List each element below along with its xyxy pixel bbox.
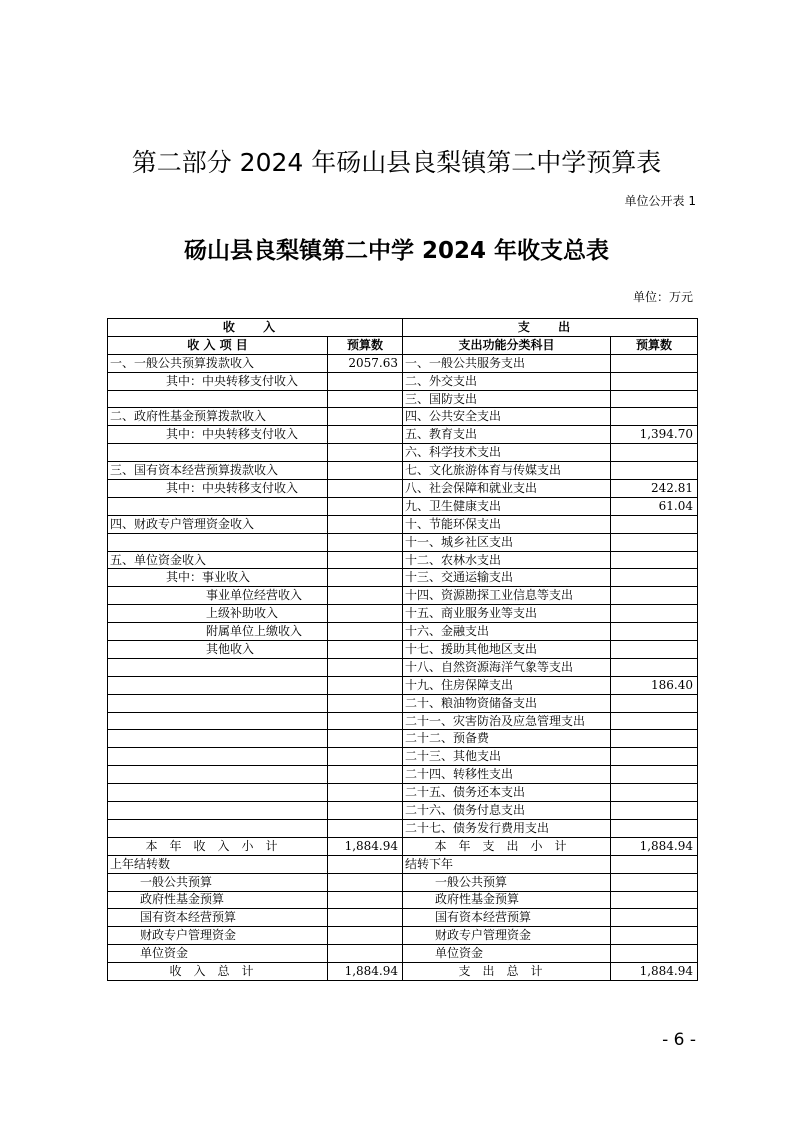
income-value-cell: 2057.63 (328, 354, 403, 372)
expense-total-value: 1,884.94 (611, 963, 698, 981)
carry-detail-row (108, 873, 698, 891)
expense-item-cell: 十一、城乡社区支出 (403, 533, 611, 551)
page-number: - 6 - (662, 1030, 696, 1050)
expense-item-cell: 二十、粮油物资储备支出 (403, 694, 611, 712)
expense-value-cell (611, 694, 698, 712)
income-value-cell (328, 497, 403, 515)
income-value-cell (328, 480, 403, 498)
income-value-cell (328, 605, 403, 623)
table-row (108, 658, 698, 676)
income-value-cell (328, 408, 403, 426)
expense-item-cell: 十四、资源勘探工业信息等支出 (403, 587, 611, 605)
table-row (108, 426, 698, 444)
expense-value-cell (611, 372, 698, 390)
expense-header: 支 出 (403, 319, 698, 337)
income-value-cell (328, 730, 403, 748)
income-value-cell (328, 748, 403, 766)
expense-item-cell: 五、教育支出 (403, 426, 611, 444)
expense-value-cell (611, 623, 698, 641)
income-value-cell (328, 426, 403, 444)
expense-carry-value (611, 891, 698, 909)
income-value-cell (328, 641, 403, 659)
expense-carry-value (611, 909, 698, 927)
unit-label: 单位：万元 (632, 290, 693, 304)
table-row (108, 533, 698, 551)
income-value-cell (328, 802, 403, 820)
table-row (108, 623, 698, 641)
income-item-cell: 事业单位经营收入 (108, 587, 328, 605)
carry-detail-rows (108, 873, 698, 962)
income-value-cell (328, 372, 403, 390)
income-item-cell (108, 533, 328, 551)
income-item-cell (108, 390, 328, 408)
expense-item-cell: 十六、金融支出 (403, 623, 611, 641)
income-value-cell (328, 712, 403, 730)
table-row (108, 819, 698, 837)
carry-detail-row (108, 909, 698, 927)
income-item-cell (108, 748, 328, 766)
carry-detail-row (108, 891, 698, 909)
table-row (108, 515, 698, 533)
income-item-cell (108, 766, 328, 784)
table-row (108, 408, 698, 426)
income-carry-item: 一般公共预算 (108, 873, 328, 891)
budget-summary-table (107, 318, 698, 981)
table-row (108, 605, 698, 623)
income-value-cell (328, 444, 403, 462)
income-carry-value (328, 873, 403, 891)
section-title: 第二部分 2024 年砀山县良梨镇第二中学预算表 (131, 148, 662, 177)
expense-value-cell: 186.40 (611, 676, 698, 694)
table-column-header (108, 336, 698, 354)
expense-item-cell: 二十五、债务还本支出 (403, 784, 611, 802)
table-title: 砀山县良梨镇第二中学 2024 年收支总表 (183, 238, 610, 264)
expense-item-header: 支出功能分类科目 (403, 336, 611, 354)
expense-carry-value (611, 873, 698, 891)
expense-value-cell (611, 730, 698, 748)
income-item-cell (108, 712, 328, 730)
expense-value-cell (611, 784, 698, 802)
income-carry-value (328, 945, 403, 963)
expense-value-cell (611, 641, 698, 659)
expense-item-cell: 十、节能环保支出 (403, 515, 611, 533)
expense-item-cell: 四、公共安全支出 (403, 408, 611, 426)
expense-item-cell: 二十四、转移性支出 (403, 766, 611, 784)
expense-carry-value (611, 945, 698, 963)
expense-value-cell (611, 533, 698, 551)
income-item-cell: 其他收入 (108, 641, 328, 659)
income-total-value: 1,884.94 (328, 963, 403, 981)
table-row (108, 730, 698, 748)
carry-detail-row (108, 945, 698, 963)
income-item-header: 收 入 项 目 (108, 336, 328, 354)
expense-item-cell: 二十六、债务付息支出 (403, 802, 611, 820)
income-value-cell (328, 784, 403, 802)
expense-carry-item: 政府性基金预算 (403, 891, 611, 909)
table-row (108, 390, 698, 408)
expense-value-cell (611, 605, 698, 623)
expense-item-cell: 三、国防支出 (403, 390, 611, 408)
income-item-cell (108, 676, 328, 694)
expense-item-cell: 二十一、灾害防治及应急管理支出 (403, 712, 611, 730)
income-item-cell: 二、政府性基金预算拨款收入 (108, 408, 328, 426)
income-item-cell: 其中：中央转移支付收入 (108, 372, 328, 390)
income-carry-value (328, 909, 403, 927)
table-row (108, 462, 698, 480)
expense-item-cell: 十七、援助其他地区支出 (403, 641, 611, 659)
expense-value-cell (611, 390, 698, 408)
expense-total-label: 支出总计 (403, 963, 611, 981)
table-row (108, 676, 698, 694)
table-row (108, 444, 698, 462)
income-value-cell (328, 515, 403, 533)
expense-carry-value (611, 855, 698, 873)
income-value-cell (328, 551, 403, 569)
table-number: 单位公开表 1 (624, 194, 696, 208)
table-footer (108, 837, 698, 873)
expense-item-cell: 二十二、预备费 (403, 730, 611, 748)
table-row (108, 766, 698, 784)
table-row (108, 497, 698, 515)
income-item-cell: 其中：中央转移支付收入 (108, 480, 328, 498)
table-row (108, 569, 698, 587)
income-value-cell (328, 658, 403, 676)
income-total-label: 收入总计 (108, 963, 328, 981)
income-item-cell (108, 802, 328, 820)
income-value-cell (328, 533, 403, 551)
expense-carry-item: 财政专户管理资金 (403, 927, 611, 945)
expense-item-cell: 十五、商业服务业等支出 (403, 605, 611, 623)
income-budget-header: 预算数 (328, 336, 403, 354)
expense-value-cell (611, 569, 698, 587)
expense-value-cell: 242.81 (611, 480, 698, 498)
income-carry-item: 国有资本经营预算 (108, 909, 328, 927)
expense-item-cell: 一、一般公共服务支出 (403, 354, 611, 372)
subtotal-row (108, 837, 698, 855)
income-item-cell: 其中：中央转移支付收入 (108, 426, 328, 444)
expense-value-cell (611, 462, 698, 480)
income-carry-value (328, 891, 403, 909)
expense-item-cell: 十八、自然资源海洋气象等支出 (403, 658, 611, 676)
income-value-cell (328, 390, 403, 408)
table-row (108, 694, 698, 712)
income-carry-item: 单位资金 (108, 945, 328, 963)
income-value-cell (328, 676, 403, 694)
expense-value-cell (611, 766, 698, 784)
expense-item-cell: 十九、住房保障支出 (403, 676, 611, 694)
table-row (108, 372, 698, 390)
expense-item-cell: 十二、农林水支出 (403, 551, 611, 569)
income-item-cell: 附属单位上缴收入 (108, 623, 328, 641)
income-item-cell (108, 730, 328, 748)
expense-item-cell: 二十三、其他支出 (403, 748, 611, 766)
income-carry-item: 财政专户管理资金 (108, 927, 328, 945)
expense-item-cell: 二十七、债务发行费用支出 (403, 819, 611, 837)
expense-carry-item: 单位资金 (403, 945, 611, 963)
expense-item-cell: 六、科学技术支出 (403, 444, 611, 462)
table-row (108, 641, 698, 659)
income-item-cell: 其中：事业收入 (108, 569, 328, 587)
table-row (108, 802, 698, 820)
income-item-cell: 四、财政专户管理资金收入 (108, 515, 328, 533)
income-item-cell (108, 444, 328, 462)
total-row (108, 963, 698, 981)
expense-value-cell (611, 712, 698, 730)
table-row (108, 748, 698, 766)
table-row (108, 551, 698, 569)
income-carry-value (328, 927, 403, 945)
expense-carry-label: 结转下年 (403, 855, 611, 873)
income-carry-item: 政府性基金预算 (108, 891, 328, 909)
income-item-cell (108, 784, 328, 802)
expense-item-cell: 七、文化旅游体育与传媒支出 (403, 462, 611, 480)
expense-value-cell: 61.04 (611, 497, 698, 515)
expense-value-cell (611, 551, 698, 569)
table-row (108, 784, 698, 802)
expense-value-cell (611, 819, 698, 837)
income-item-cell (108, 658, 328, 676)
income-value-cell (328, 623, 403, 641)
income-value-cell (328, 587, 403, 605)
income-value-cell (328, 819, 403, 837)
expense-value-cell (611, 748, 698, 766)
expense-item-cell: 九、卫生健康支出 (403, 497, 611, 515)
expense-value-cell: 1,394.70 (611, 426, 698, 444)
table-body (108, 354, 698, 837)
expense-value-cell (611, 802, 698, 820)
expense-value-cell (611, 658, 698, 676)
income-subtotal-label: 本年收入小计 (108, 837, 328, 855)
income-item-cell: 三、国有资本经营预算拨款收入 (108, 462, 328, 480)
income-value-cell (328, 569, 403, 587)
income-item-cell: 五、单位资金收入 (108, 551, 328, 569)
carry-detail-row (108, 927, 698, 945)
expense-item-cell: 二、外交支出 (403, 372, 611, 390)
carry-row (108, 855, 698, 873)
expense-value-cell (611, 515, 698, 533)
income-header: 收 入 (108, 319, 403, 337)
expense-subtotal-value: 1,884.94 (611, 837, 698, 855)
table-row (108, 480, 698, 498)
income-value-cell (328, 462, 403, 480)
income-item-cell (108, 819, 328, 837)
table-group-header (108, 319, 698, 337)
income-value-cell (328, 694, 403, 712)
income-item-cell: 一、一般公共预算拨款收入 (108, 354, 328, 372)
expense-value-cell (611, 408, 698, 426)
income-carry-value (328, 855, 403, 873)
table-row (108, 354, 698, 372)
expense-item-cell: 八、社会保障和就业支出 (403, 480, 611, 498)
table-row (108, 712, 698, 730)
income-item-cell (108, 497, 328, 515)
expense-carry-item: 一般公共预算 (403, 873, 611, 891)
expense-subtotal-label: 本年支出小计 (403, 837, 611, 855)
expense-budget-header: 预算数 (611, 336, 698, 354)
expense-value-cell (611, 354, 698, 372)
income-item-cell (108, 694, 328, 712)
income-subtotal-value: 1,884.94 (328, 837, 403, 855)
expense-carry-value (611, 927, 698, 945)
expense-item-cell: 十三、交通运输支出 (403, 569, 611, 587)
expense-value-cell (611, 587, 698, 605)
income-value-cell (328, 766, 403, 784)
expense-value-cell (611, 444, 698, 462)
expense-carry-item: 国有资本经营预算 (403, 909, 611, 927)
income-item-cell: 上级补助收入 (108, 605, 328, 623)
table-row (108, 587, 698, 605)
income-carry-label: 上年结转数 (108, 855, 328, 873)
